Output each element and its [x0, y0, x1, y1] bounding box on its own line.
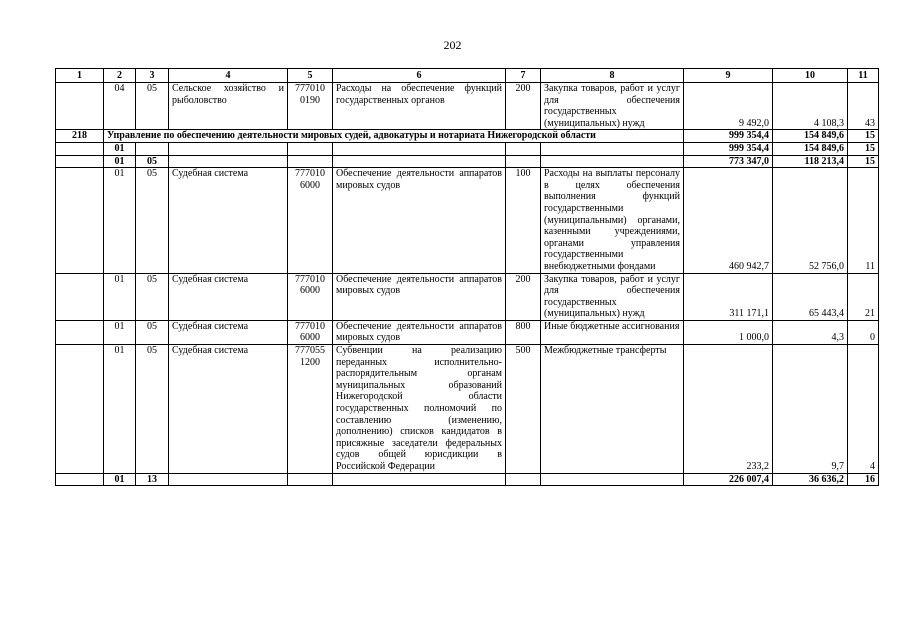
ministry-title-cell: Управление по обеспечению деятельности мировых судей, адвокатуры и нотариата Нижегородской области [104, 130, 684, 143]
ministry-row [56, 130, 879, 143]
section-cell: 01 [104, 320, 136, 344]
article-name-cell: Обеспечение деятельности аппаратов мировых судов [333, 168, 506, 273]
header-row [56, 69, 879, 83]
amount-plan-cell: 9 492,0 [684, 83, 773, 130]
amount-plan-cell: 999 354,4 [684, 142, 773, 155]
header-cell: 1 [56, 69, 104, 83]
section-name-cell: Судебная система [169, 345, 288, 474]
percent-cell: 4 [848, 345, 879, 474]
section-name-cell: Сельское хозяйство и рыболовство [169, 83, 288, 130]
target-article-cell: 777010 6000 [288, 168, 333, 273]
expense-type-cell: 100 [506, 168, 541, 273]
subsection-cell: 13 [136, 473, 169, 486]
subsection-cell [136, 142, 169, 155]
empty-cell [506, 155, 541, 168]
empty-cell [333, 155, 506, 168]
header-cell: 10 [773, 69, 848, 83]
table-row [56, 320, 879, 344]
empty-cell [288, 473, 333, 486]
header-cell: 11 [848, 69, 879, 83]
header-cell: 2 [104, 69, 136, 83]
section-total-row [56, 473, 879, 486]
page-number: 202 [443, 38, 462, 52]
target-article-cell: 777055 1200 [288, 345, 333, 474]
section-cell: 01 [104, 155, 136, 168]
ministry-code-cell [56, 83, 104, 130]
ministry-code-cell [56, 345, 104, 474]
section-cell: 01 [104, 345, 136, 474]
header-cell: 4 [169, 69, 288, 83]
expense-type-name-cell: Закупка товаров, работ и услуг для обеспечения государственных (муниципальных) нужд [541, 83, 684, 130]
subsection-cell: 05 [136, 168, 169, 273]
target-article-cell: 777010 6000 [288, 320, 333, 344]
amount-fact-cell: 154 849,6 [773, 142, 848, 155]
empty-cell [541, 155, 684, 168]
empty-cell [169, 155, 288, 168]
amount-plan-cell: 1 000,0 [684, 320, 773, 344]
amount-fact-cell: 4 108,3 [773, 83, 848, 130]
section-total-row [56, 142, 879, 155]
amount-plan-cell: 233,2 [684, 345, 773, 474]
table-row [56, 273, 879, 320]
expense-type-name-cell: Расходы на выплаты персоналу в целях обеспечения выполнения функций государственными (муниципальными) органами, казенными учреждениями, органами управления государственными внебюджетными фондами [541, 168, 684, 273]
amount-plan-cell: 226 007,4 [684, 473, 773, 486]
article-name-cell: Расходы на обеспечение функций государственных органов [333, 83, 506, 130]
percent-cell: 21 [848, 273, 879, 320]
target-article-cell: 777010 6000 [288, 273, 333, 320]
subsection-cell: 05 [136, 273, 169, 320]
empty-cell [333, 142, 506, 155]
ministry-code-cell: 218 [56, 130, 104, 143]
percent-cell: 15 [848, 155, 879, 168]
section-cell: 01 [104, 142, 136, 155]
expense-type-name-cell: Закупка товаров, работ и услуг для обеспечения государственных (муниципальных) нужд [541, 273, 684, 320]
header-cell: 9 [684, 69, 773, 83]
empty-cell [56, 473, 104, 486]
percent-cell: 0 [848, 320, 879, 344]
section-name-cell: Судебная система [169, 168, 288, 273]
expense-type-name-cell: Межбюджетные трансферты [541, 345, 684, 474]
header-cell: 8 [541, 69, 684, 83]
expense-type-cell: 500 [506, 345, 541, 474]
amount-fact-cell: 36 636,2 [773, 473, 848, 486]
percent-cell: 16 [848, 473, 879, 486]
ministry-code-cell [56, 273, 104, 320]
empty-cell [56, 155, 104, 168]
section-cell: 01 [104, 273, 136, 320]
percent-cell: 15 [848, 130, 879, 143]
amount-plan-cell: 773 347,0 [684, 155, 773, 168]
empty-cell [506, 473, 541, 486]
subsection-cell: 05 [136, 320, 169, 344]
amount-fact-cell: 52 756,0 [773, 168, 848, 273]
expense-type-name-cell: Иные бюджетные ассигнования [541, 320, 684, 344]
amount-fact-cell: 4,3 [773, 320, 848, 344]
subsection-cell: 05 [136, 83, 169, 130]
article-name-cell: Субвенции на реализацию переданных исполнительно-распорядительным органам муниципальных образований Нижегородской области государственных полномочий по составлению (изменению, дополнению) списков кандидатов в присяжные заседатели федеральных судов общей юрисдикции в Российской Федерации [333, 345, 506, 474]
section-cell: 01 [104, 473, 136, 486]
amount-fact-cell: 9,7 [773, 345, 848, 474]
article-name-cell: Обеспечение деятельности аппаратов мировых судов [333, 320, 506, 344]
empty-cell [333, 473, 506, 486]
expense-type-cell: 800 [506, 320, 541, 344]
header-cell: 6 [333, 69, 506, 83]
empty-cell [288, 142, 333, 155]
expense-type-cell: 200 [506, 83, 541, 130]
budget-table [55, 68, 879, 486]
subsection-cell: 05 [136, 155, 169, 168]
section-name-cell: Судебная система [169, 320, 288, 344]
amount-plan-cell: 460 942,7 [684, 168, 773, 273]
amount-fact-cell: 154 849,6 [773, 130, 848, 143]
empty-cell [169, 473, 288, 486]
header-cell: 3 [136, 69, 169, 83]
table-row [56, 168, 879, 273]
empty-cell [506, 142, 541, 155]
target-article-cell: 777010 0190 [288, 83, 333, 130]
table-row [56, 345, 879, 474]
section-total-row [56, 155, 879, 168]
percent-cell: 11 [848, 168, 879, 273]
empty-cell [541, 473, 684, 486]
header-cell: 5 [288, 69, 333, 83]
expense-type-cell: 200 [506, 273, 541, 320]
empty-cell [541, 142, 684, 155]
header-cell: 7 [506, 69, 541, 83]
amount-plan-cell: 311 171,1 [684, 273, 773, 320]
amount-fact-cell: 65 443,4 [773, 273, 848, 320]
empty-cell [56, 142, 104, 155]
empty-cell [288, 155, 333, 168]
percent-cell: 15 [848, 142, 879, 155]
ministry-code-cell [56, 168, 104, 273]
percent-cell: 43 [848, 83, 879, 130]
amount-fact-cell: 118 213,4 [773, 155, 848, 168]
article-name-cell: Обеспечение деятельности аппаратов мировых судов [333, 273, 506, 320]
empty-cell [169, 142, 288, 155]
table-row [56, 83, 879, 130]
section-cell: 04 [104, 83, 136, 130]
amount-plan-cell: 999 354,4 [684, 130, 773, 143]
section-cell: 01 [104, 168, 136, 273]
section-name-cell: Судебная система [169, 273, 288, 320]
ministry-code-cell [56, 320, 104, 344]
subsection-cell: 05 [136, 345, 169, 474]
